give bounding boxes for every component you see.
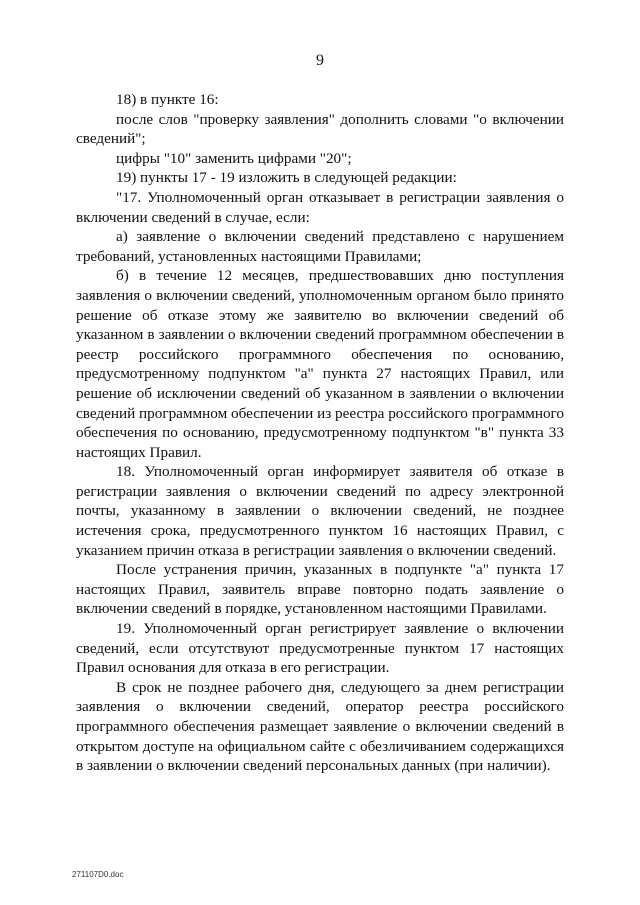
- paragraph: "17. Уполномоченный орган отказывает в регистрации заявления о включении сведений в случае, если:: [76, 188, 564, 226]
- paragraph: а) заявление о включении сведений представлено с нарушением требований, установленных настоящими Правилами;: [76, 228, 564, 265]
- paragraph: 19) пункты 17 - 19 изложить в следующей редакции:: [116, 169, 457, 187]
- paragraph: после слов "проверку заявления" дополнить словами "о включении сведений";: [76, 110, 564, 148]
- page-number: 9: [316, 52, 324, 69]
- paragraph: 18) в пункте 16:: [116, 91, 219, 108]
- paragraph: После устранения причин, указанных в подпункте "а" пункта 17 настоящих Правил, заявитель вправе повторно подать заявление о включении сведений в порядке, установленном настоящими Правилами.: [76, 561, 564, 618]
- paragraph: б) в течение 12 месяцев, предшествовавших дню поступления заявления о включении сведений, уполномоченным органом было принято решение об отказе этому же заявителю во включении сведений об указанном в заявлении о включении сведений программном обеспечении в реестр российского программного обеспечения по основанию, предусмотренному подпунктом "а" пункта 27 настоящих Правил, или решение об исключении сведений об указанном в заявлении о включении сведений программном обеспечении из реестра российского программного обеспечения по основанию, предусмотренному подпунктом "в" пункта 33 настоящих Правил.: [76, 267, 564, 461]
- paragraph: 18. Уполномоченный орган информирует заявителя об отказе в регистрации заявления о включении сведений по адресу электронной почты, указанному в заявлении о включении сведений, не позднее истечения срока, предусмотренного пунктом 16 настоящих Правил, с указанием причин отказа в регистрации заявления о включении сведений.: [76, 463, 564, 559]
- paragraph: 19. Уполномоченный орган регистрирует заявление о включении сведений, если отсутствуют предусмотренные пунктом 17 настоящих Правил основания для отказа в его регистрации.: [76, 620, 564, 677]
- paragraph: В срок не позднее рабочего дня, следующего за днем регистрации заявления о включении сведений, оператор реестра российского программного обеспечения размещает заявление о включении сведений в открытом доступе на официальном сайте с обезличиванием содержащихся в заявлении о включении сведений персональных данных (при наличии).: [76, 678, 564, 775]
- footer-file-code: 271107D0.doc: [72, 870, 124, 879]
- paragraph: цифры "10" заменить цифрами "20";: [116, 149, 352, 167]
- document-body: [76, 90, 564, 776]
